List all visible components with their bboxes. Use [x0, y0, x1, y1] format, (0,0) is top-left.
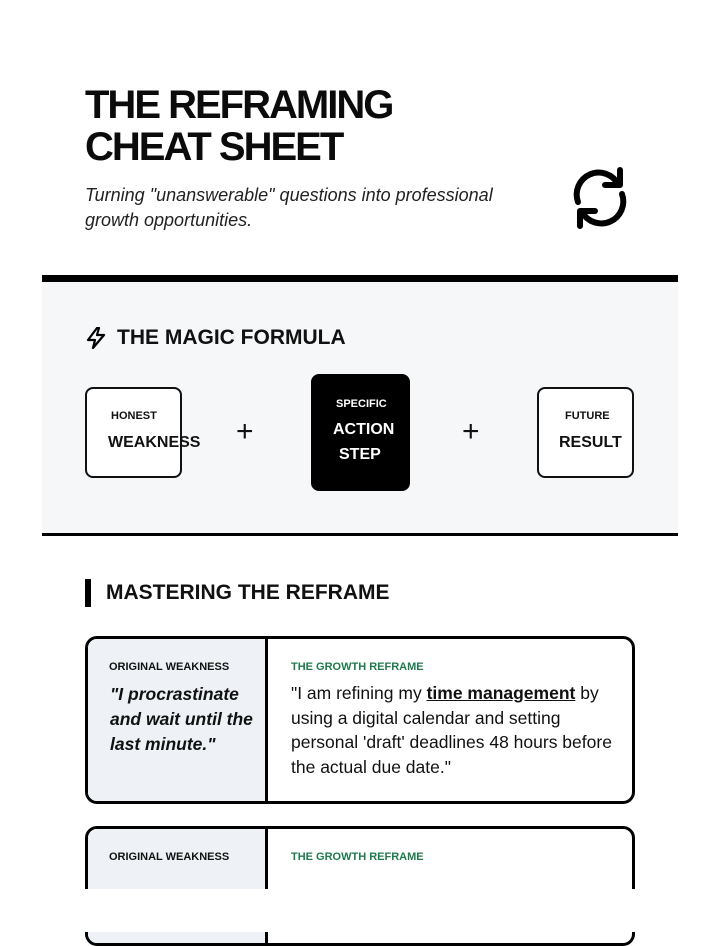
page-title — [85, 84, 545, 168]
formula-box-action-big-2: STEP — [339, 446, 381, 463]
formula-box-action-small: SPECIFIC — [336, 398, 387, 410]
original-weakness-label: ORIGINAL WEAKNESS — [109, 851, 230, 863]
page-bottom-margin — [0, 889, 720, 932]
title-line-2: CHEAT SHEET — [85, 125, 343, 169]
formula-plus-2: + — [462, 415, 480, 448]
original-weakness-label: ORIGINAL WEAKNESS — [109, 661, 230, 673]
bolt-icon — [85, 327, 107, 349]
formula-box-result — [537, 387, 634, 478]
formula-box-weakness-big: WEAKNESS — [108, 434, 201, 451]
growth-reframe-label: THE GROWTH REFRAME — [291, 661, 424, 673]
formula-title: THE MAGIC FORMULA — [117, 326, 346, 349]
formula-box-weakness-small: HONEST — [111, 410, 157, 422]
original-weakness-quote: "I procrastinate and wait until the last minute." — [110, 684, 253, 754]
reframe-text-start: "I am refining my — [291, 683, 427, 703]
formula-box-weakness — [85, 387, 182, 478]
reframe-text-end: by using a digital calendar and setting personal 'draft' deadlines 48 hours before the actual due date." — [291, 683, 612, 777]
page-subtitle: Turning "unanswerable" questions into professional growth opportunities. — [85, 185, 493, 230]
title-line-1: THE REFRAMING — [85, 83, 393, 127]
formula-box-action-big-1: ACTION — [333, 421, 395, 438]
formula-box-result-small: FUTURE — [565, 410, 610, 422]
section-title: MASTERING THE REFRAME — [106, 581, 390, 604]
formula-plus-1: + — [236, 415, 254, 448]
section-accent-bar — [85, 579, 91, 607]
growth-reframe-label: THE GROWTH REFRAME — [291, 851, 424, 863]
sync-icon — [566, 164, 634, 232]
growth-reframe-text — [291, 681, 616, 779]
formula-box-result-big: RESULT — [559, 434, 622, 451]
reframe-emphasis: time management — [426, 683, 576, 703]
